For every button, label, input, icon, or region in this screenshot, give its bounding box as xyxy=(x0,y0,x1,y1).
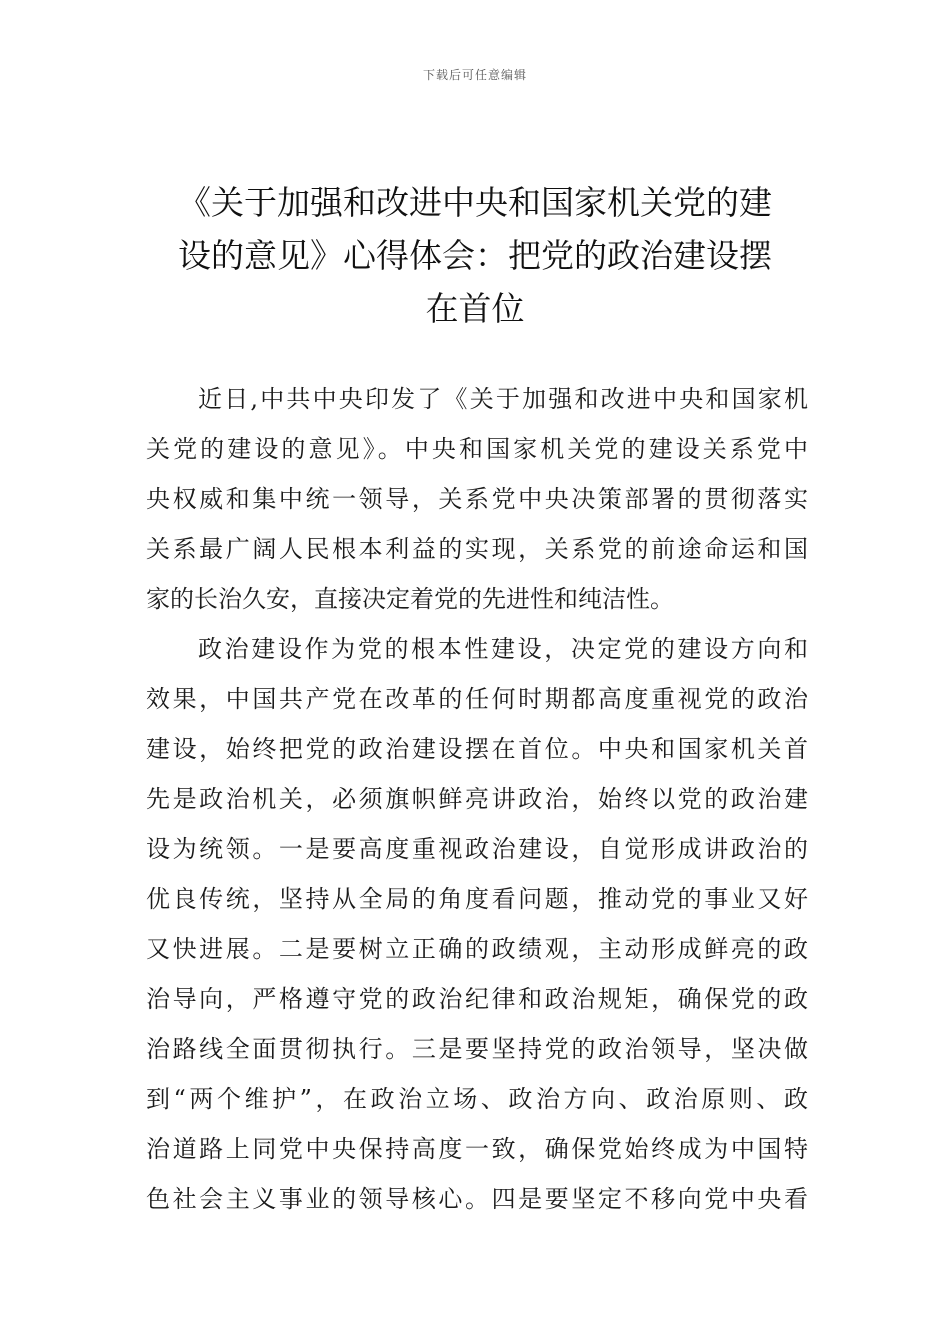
paragraph-line: 又快进展。二是要树立正确的政绩观，主动形成鲜亮的政 xyxy=(146,935,808,963)
paragraph-line: 先是政治机关，必须旗帜鲜亮讲政治，始终以党的政治建 xyxy=(146,785,808,813)
paragraph-line: 关党的建设的意见》。中央和国家机关党的建设关系党中 xyxy=(146,435,808,463)
title-line: 在首位 xyxy=(425,289,525,328)
paragraph-line: 治导向，严格遵守党的政治纪律和政治规矩，确保党的政 xyxy=(146,985,808,1013)
paragraph-line: 建设，始终把党的政治建设摆在首位。中央和国家机关首 xyxy=(146,735,808,763)
paragraph-line: 家的长治久安，直接决定着党的先进性和纯洁性。 xyxy=(146,585,674,613)
paragraph-line: 央权威和集中统一领导，关系党中央决策部署的贯彻落实 xyxy=(146,485,808,513)
paragraph-line: 设为统领。一是要高度重视政治建设，自觉形成讲政治的 xyxy=(146,835,808,863)
paragraph-2 xyxy=(146,624,808,1224)
paragraph-line: 政治建设作为党的根本性建设，决定党的建设方向和 xyxy=(198,635,808,663)
paragraph-line: 色社会主义事业的领导核心。四是要坚定不移向党中央看 xyxy=(146,1185,808,1213)
paragraph-line: 优良传统，坚持从全局的角度看问题，推动党的事业又好 xyxy=(146,885,808,913)
paragraph-line: 效果，中国共产党在改革的任何时期都高度重视党的政治 xyxy=(146,685,808,713)
document-title xyxy=(140,176,810,335)
paragraph-line: 关系最广阔人民根本利益的实现，关系党的前途命运和国 xyxy=(146,535,808,563)
title-line: 设的意见》心得体会：把党的政治建设摆 xyxy=(178,236,772,275)
header-note: 下载后可任意编辑 xyxy=(422,68,527,82)
title-line: 《关于加强和改进中央和国家机关党的建 xyxy=(178,183,772,222)
paragraph-line: 治路线全面贯彻执行。三是要坚持党的政治领导，坚决做 xyxy=(146,1035,808,1063)
paragraph-line: 近日,中共中央印发了《关于加强和改进中央和国家机 xyxy=(198,385,808,413)
document-body xyxy=(146,374,808,1224)
paragraph-line: 治道路上同党中央保持高度一致，确保党始终成为中国特 xyxy=(146,1135,808,1163)
paragraph-line: 到“两个维护”，在政治立场、政治方向、政治原则、政 xyxy=(146,1085,808,1113)
paragraph-1 xyxy=(146,374,808,624)
